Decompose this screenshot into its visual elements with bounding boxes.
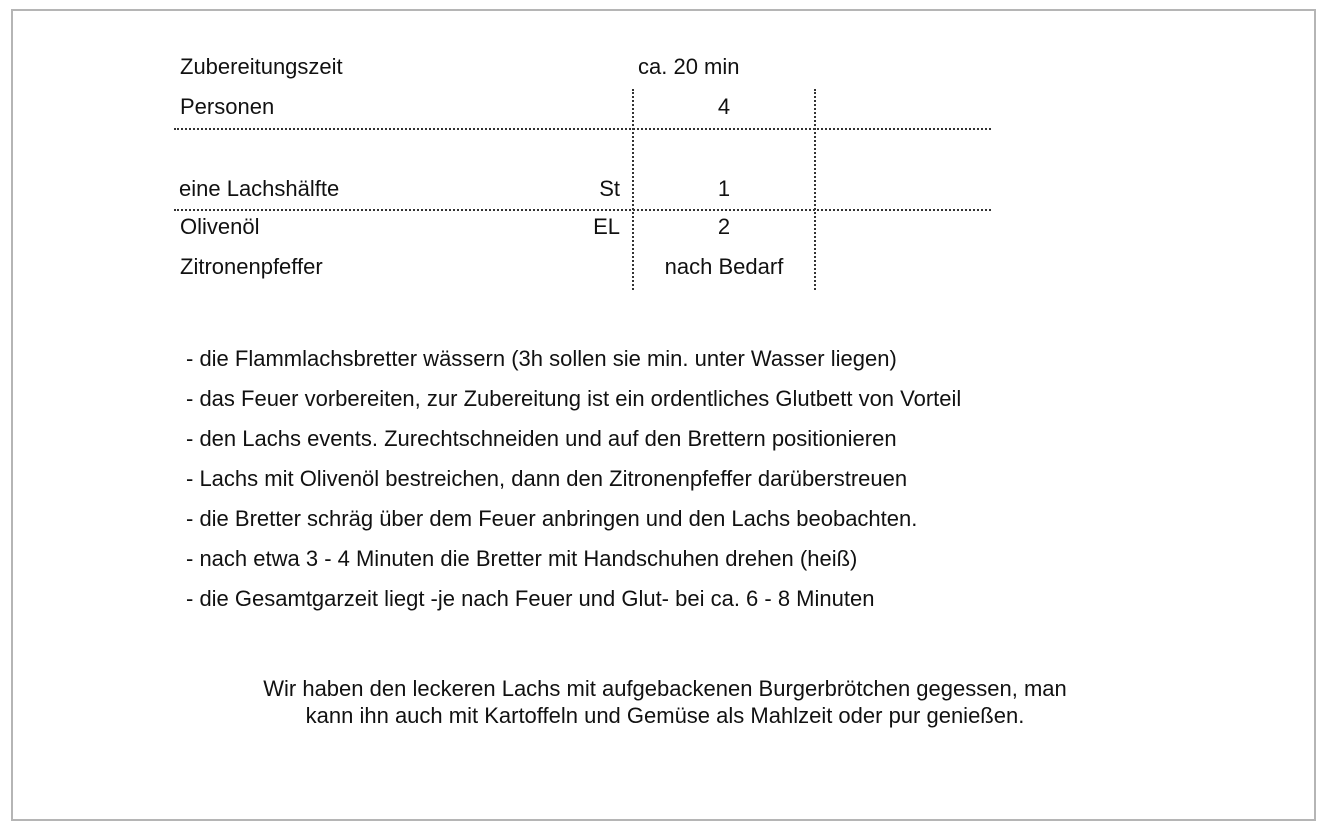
- persons-value: 4: [717, 94, 731, 119]
- prep-time-label: Zubereitungszeit: [180, 54, 343, 79]
- step-item: - nach etwa 3 - 4 Minuten die Bretter mit Handschuhen drehen (heiß): [186, 546, 858, 571]
- ingredient-amount: 2: [717, 214, 731, 239]
- persons-label: Personen: [180, 94, 275, 119]
- prep-time-value: ca. 20 min: [638, 54, 740, 79]
- step-item: - den Lachs events. Zurechtschneiden und auf den Brettern positionieren: [186, 426, 897, 451]
- ingredient-name: eine Lachshälfte: [179, 176, 340, 201]
- ingredient-name: Olivenöl: [180, 214, 260, 239]
- table-divider: [174, 128, 991, 130]
- ingredient-amount: 1: [717, 176, 731, 201]
- ingredient-unit: St: [599, 176, 620, 201]
- ingredient-name: Zitronenpfeffer: [180, 254, 323, 279]
- step-item: - die Gesamtgarzeit liegt -je nach Feuer und Glut- bei ca. 6 - 8 Minuten: [186, 586, 875, 611]
- table-column-divider: [814, 89, 816, 290]
- table-divider: [174, 209, 991, 211]
- ingredient-amount: nach Bedarf: [664, 254, 784, 279]
- step-item: - Lachs mit Olivenöl bestreichen, dann den Zitronenpfeffer darüberstreuen: [186, 466, 908, 491]
- step-item: - das Feuer vorbereiten, zur Zubereitung ist ein ordentliches Glutbett von Vorteil: [186, 386, 962, 411]
- closing-note-line2: kann ihn auch mit Kartoffeln und Gemüse als Mahlzeit oder pur genießen.: [305, 703, 1025, 728]
- step-item: - die Flammlachsbretter wässern (3h sollen sie min. unter Wasser liegen): [186, 346, 897, 371]
- step-item: - die Bretter schräg über dem Feuer anbringen und den Lachs beobachten.: [186, 506, 918, 531]
- closing-note-line1: Wir haben den leckeren Lachs mit aufgebackenen Burgerbrötchen gegessen, man: [263, 676, 1067, 701]
- ingredient-unit: EL: [593, 214, 620, 239]
